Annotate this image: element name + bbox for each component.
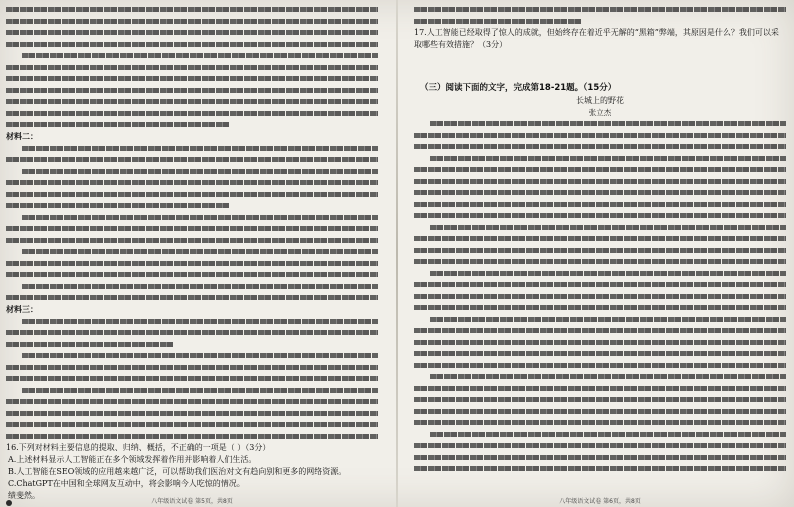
scan-mark-dot bbox=[6, 500, 12, 506]
material3-text bbox=[6, 316, 378, 443]
essay-author: 张立杰 bbox=[588, 108, 612, 117]
q16-option-b[interactable]: B.人工智能在SEO领域的应用越来越广泛，可以帮助我们医治对文有趋向别和更多的网络资源。 bbox=[8, 467, 347, 476]
material-continuation bbox=[414, 4, 786, 27]
q16-option-tail: 绩斐然。 bbox=[8, 491, 40, 500]
q16-option-c[interactable]: C.ChatGPT在中国和全球网友互动中，将会影响今人吃惊的情况。 bbox=[8, 479, 245, 488]
material2-label: 材料二： bbox=[6, 131, 38, 141]
q16-option-a[interactable]: A.上述材料显示人工智能正在多个领域发挥着作用并影响着人们生活。 bbox=[8, 455, 257, 464]
q17-question: 17.人工智能已经取得了惊人的成就，但始终存在着近乎无解的“黑箱”弊端，其原因是什么？我们可以采取哪些有效措施？（3分） bbox=[414, 28, 779, 49]
material2-text bbox=[6, 143, 378, 304]
right-page bbox=[414, 4, 786, 496]
section3-title: （三）阅读下面的文字，完成第18-21题。（15分） bbox=[420, 83, 617, 93]
material3-label: 材料三： bbox=[6, 304, 38, 314]
question-16 bbox=[6, 442, 378, 502]
left-footer: 八年级语文试卷 第5页，共8页 bbox=[151, 498, 233, 505]
essay-title: 长城上的野花 bbox=[576, 96, 624, 105]
essay-text bbox=[414, 118, 786, 475]
right-footer: 八年级语文试卷 第6页，共8页 bbox=[559, 498, 641, 505]
left-page bbox=[6, 4, 378, 500]
material1-text bbox=[6, 4, 378, 131]
q16-stem: 16.下列对材料主要信息的提取、归纳、概括，不正确的一项是（ ）（3分） bbox=[6, 443, 271, 452]
page-fold bbox=[396, 0, 398, 507]
answer-space bbox=[414, 51, 786, 81]
